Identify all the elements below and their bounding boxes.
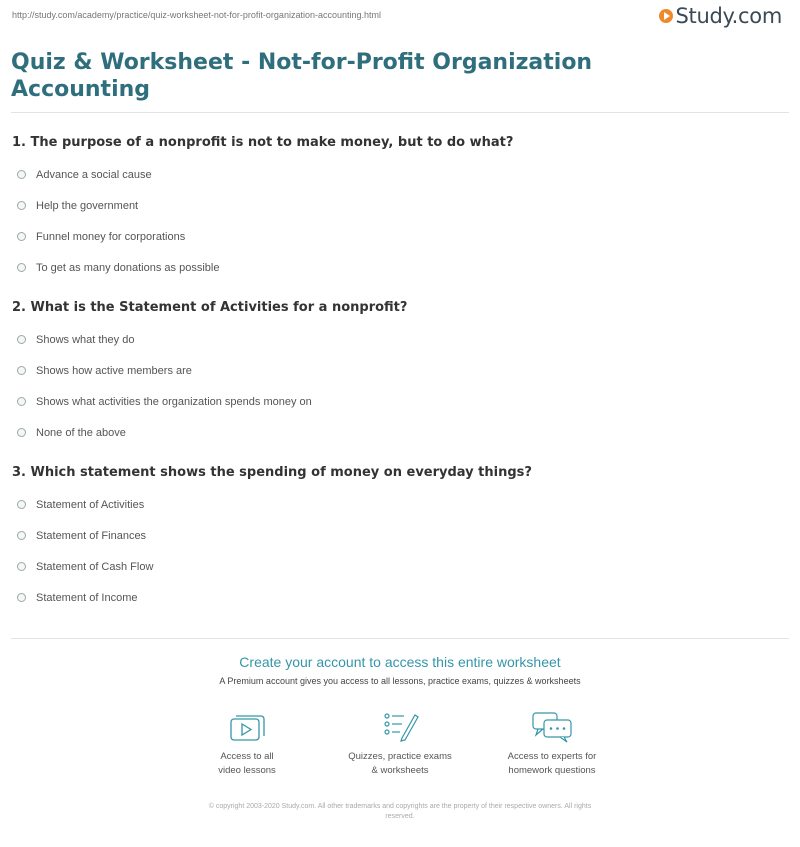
answer-option[interactable] [12, 556, 772, 587]
page-title-line-1: Quiz & Worksheet - Not-for-Profit Organization [11, 50, 593, 75]
answer-label: None of the above [36, 426, 126, 439]
radio-button[interactable] [17, 593, 26, 602]
feature-line-1: Access to all [220, 751, 274, 762]
radio-button[interactable] [17, 170, 26, 179]
feature-video-lessons [177, 710, 317, 778]
radio-button[interactable] [17, 428, 26, 437]
answer-label: Advance a social cause [36, 168, 152, 181]
radio-button[interactable] [17, 562, 26, 571]
answer-label: Statement of Cash Flow [36, 560, 154, 573]
page-title [11, 49, 631, 103]
page-url: http://study.com/academy/practice/quiz-worksheet-not-for-profit-organization-accounting.html [12, 10, 381, 20]
answer-option[interactable] [12, 422, 772, 453]
answer-option[interactable] [12, 494, 772, 525]
feature-experts [482, 710, 622, 778]
answer-option[interactable] [12, 391, 772, 422]
answer-label: Help the government [36, 199, 139, 212]
page-title-line-2: Accounting [11, 77, 151, 102]
radio-button[interactable] [17, 500, 26, 509]
answer-option[interactable] [12, 587, 772, 618]
radio-button[interactable] [17, 232, 26, 241]
copyright-line-2: reserved. [385, 813, 415, 820]
answer-label: Funnel money for corporations [36, 230, 186, 243]
copyright-notice [150, 802, 650, 822]
answer-option[interactable] [12, 257, 772, 288]
answer-option[interactable] [12, 525, 772, 556]
feature-line-2: & worksheets [371, 765, 429, 776]
answer-option[interactable] [12, 195, 772, 226]
logo-text: Study.com [675, 4, 782, 28]
answer-option[interactable] [12, 226, 772, 257]
question-list [12, 135, 772, 618]
feature-line-1: Quizzes, practice exams [348, 751, 452, 762]
answer-label: Statement of Finances [36, 529, 147, 542]
answer-option[interactable] [12, 360, 772, 391]
cta-divider [11, 638, 789, 639]
cta-subtitle: A Premium account gives you access to all lessons, practice exams, quizzes & worksheets [219, 676, 581, 686]
cta-title[interactable]: Create your account to access this entire worksheet [239, 654, 561, 670]
radio-button[interactable] [17, 397, 26, 406]
chat-experts-icon [530, 710, 574, 744]
answer-option[interactable] [12, 164, 772, 195]
question-2 [12, 300, 772, 453]
play-logo-icon [659, 9, 673, 23]
question-1 [12, 135, 772, 288]
video-lessons-icon [227, 710, 267, 744]
copyright-line-1: © copyright 2003-2020 Study.com. All other trademarks and copyrights are the property of their respective owners. All rights [208, 803, 592, 810]
answer-label: Statement of Activities [36, 498, 145, 511]
radio-button[interactable] [17, 263, 26, 272]
quiz-checklist-icon [380, 710, 420, 744]
answer-label: Shows what they do [36, 333, 135, 346]
question-3 [12, 465, 772, 618]
question-text: 1. The purpose of a nonprofit is not to make money, but to do what? [12, 135, 514, 150]
answer-label: Shows what activities the organization spends money on [36, 395, 312, 408]
answer-label: Shows how active members are [36, 364, 192, 377]
answer-label: To get as many donations as possible [36, 261, 220, 274]
question-text: 2. What is the Statement of Activities for a nonprofit? [12, 300, 408, 315]
question-text: 3. Which statement shows the spending of money on everyday things? [12, 465, 532, 480]
answer-label: Statement of Income [36, 591, 138, 604]
feature-quizzes [330, 710, 470, 778]
radio-button[interactable] [17, 366, 26, 375]
answer-option[interactable] [12, 329, 772, 360]
title-divider [11, 112, 789, 113]
radio-button[interactable] [17, 201, 26, 210]
radio-button[interactable] [17, 335, 26, 344]
feature-line-1: Access to experts for [507, 751, 597, 762]
feature-line-2: video lessons [218, 765, 276, 776]
feature-line-2: homework questions [508, 765, 596, 776]
study-logo[interactable] [659, 4, 782, 28]
radio-button[interactable] [17, 531, 26, 540]
